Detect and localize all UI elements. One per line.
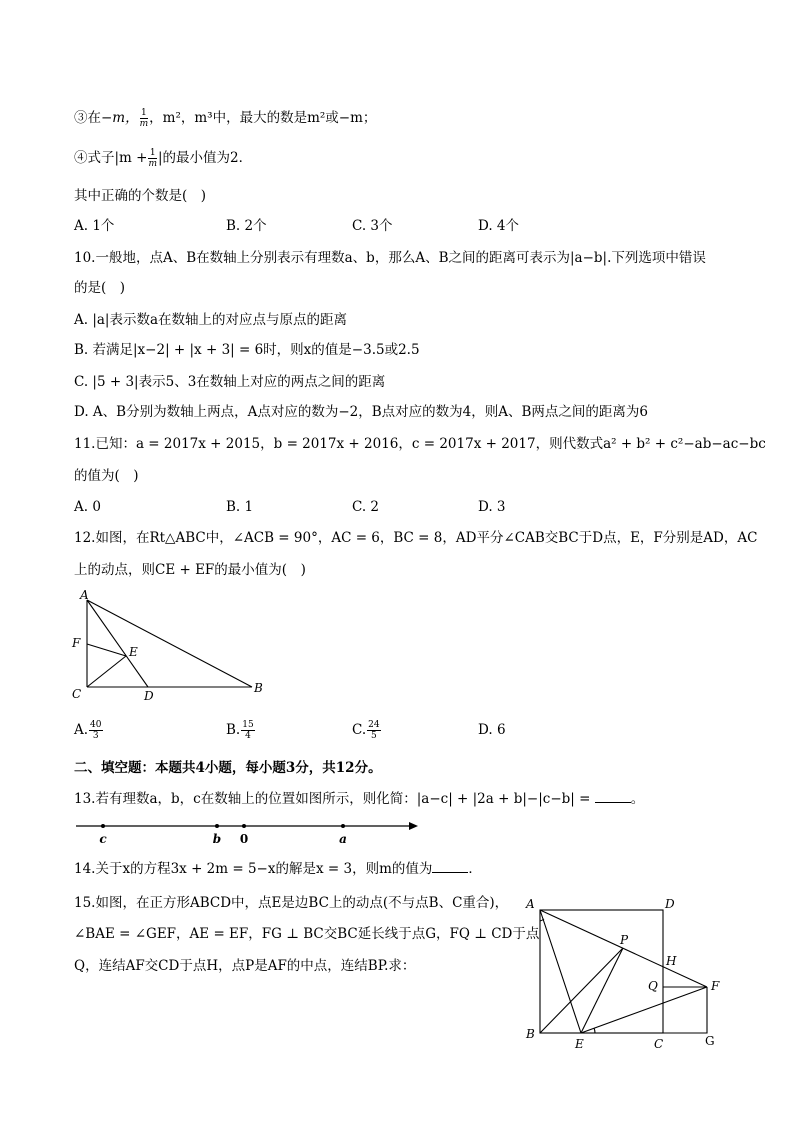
segment-ae — [540, 910, 581, 1033]
q14-answer-blank[interactable] — [432, 860, 468, 873]
q15-stem-line3: Q，连结AF交CD于点H，点P是AF的中点，连结BP.求： — [74, 958, 416, 974]
point-c — [101, 824, 105, 828]
q9-option-a: A. 1个 — [74, 218, 115, 234]
q11-option-c: C. 2 — [352, 499, 380, 515]
q12-option-d: D. 6 — [478, 722, 506, 738]
svg-text:H: H — [666, 954, 677, 968]
q12-stem-line1: 12.如图，在Rt△ABC中，∠ACB = 90°，AC = 6，BC = 8，AD平分∠CAB交BC于D点，E，F分别是AD，AC — [74, 530, 758, 546]
q11-option-b: B. 1 — [226, 499, 254, 515]
svg-text:b: b — [212, 832, 222, 846]
svg-text:a: a — [339, 832, 347, 846]
q15-stem-line1: 15.如图，在正方形ABCD中，点E是边BC上的动点(不与点B、C重合)， — [74, 895, 509, 911]
point-b — [215, 824, 219, 828]
svg-text:P: P — [620, 933, 629, 947]
segment-cgf — [663, 987, 707, 1033]
q9-option-d: D. 4个 — [478, 218, 520, 234]
q10-stem-line2: 的是( ) — [74, 280, 126, 296]
segment-ab — [87, 600, 252, 687]
point-zero — [242, 824, 246, 828]
segment-ad — [87, 600, 148, 687]
svg-text:Q: Q — [648, 979, 658, 993]
arrow-head — [409, 822, 418, 830]
q13-answer-blank[interactable] — [595, 790, 631, 803]
q12-option-c: C. $\frac{24}{5}$ — [352, 720, 380, 741]
q11-option-a: A. 0 — [74, 499, 101, 515]
q9-item3: ③在−m， $\frac{1}{m}$ ，m²，m³中，最大的数是m²或−m； — [74, 108, 377, 129]
q12-triangle-figure — [66, 586, 276, 704]
q10-option-b: B. 若满足|x−2| + |x + 3| = 6时，则x的值是−3.5或2.5 — [74, 342, 420, 358]
segment-ce — [87, 656, 126, 687]
q12-stem-line2: 上的动点，则CE + EF的最小值为( ) — [74, 562, 306, 578]
svg-text:E: E — [575, 1037, 584, 1051]
q11-stem-line1: 11.已知：a = 2017x + 2015，b = 2017x + 2016，c = 2017x + 2017，则代数式a² + b² + c²−ab−ac−bc — [74, 436, 766, 452]
label-b: B — [254, 681, 263, 695]
segment-fe — [87, 644, 126, 656]
q14-stem: 14.关于x的方程3x + 2m = 5−x的解是x = 3，则m的值为 ． — [74, 861, 482, 877]
q12-option-a: A. $\frac{40}{3}$ — [74, 720, 102, 741]
q11-option-d: D. 3 — [478, 499, 506, 515]
segment-af — [540, 910, 707, 987]
svg-text:A: A — [526, 897, 535, 911]
segment-bp — [540, 948, 623, 1033]
q10-option-c: C. |5 + 3|表示5、3在数轴上对应的两点之间的距离 — [74, 374, 386, 390]
label-a: A — [80, 588, 89, 602]
section2-heading: 二、填空题：本题共4小题，每小题3分，共12分。 — [74, 760, 382, 776]
q15-square-figure — [520, 890, 730, 1060]
q11-stem-line2: 的值为( ) — [74, 468, 139, 484]
label-c: C — [72, 687, 82, 701]
q9-option-b: B. 2个 — [226, 218, 267, 234]
q15-stem-line2: ∠BAE = ∠GEF，AE = EF，FG ⊥ BC交BC延长线于点G，FQ ⊥ CD于点 — [74, 926, 540, 942]
svg-text:c: c — [99, 832, 107, 846]
angle-mark-gef — [594, 1028, 595, 1033]
point-a — [341, 824, 345, 828]
q10-option-a: A. |a|表示数a在数轴上的对应点与原点的距离 — [74, 312, 348, 328]
q12-option-b: B. $\frac{15}{4}$ — [226, 720, 254, 741]
svg-text:D: D — [665, 897, 675, 911]
q10-option-d: D. A、B分别为数轴上两点，A点对应的数为−2，B点对应的数为4，则A、B两点之间的距离为6 — [74, 404, 649, 420]
label-e: E — [129, 645, 138, 659]
q13-stem: 13.若有理数a，b，c在数轴上的位置如图所示，则化简：|a−c| + |2a + b|−|c−b| = 。 — [74, 791, 645, 807]
svg-text:F: F — [711, 979, 720, 993]
q13-number-line — [72, 814, 424, 848]
svg-text:B: B — [526, 1027, 535, 1041]
svg-text:G: G — [705, 1034, 715, 1048]
q9-item4: ④式子|m + $\frac{1}{m}$ |的最小值为2． — [74, 148, 253, 169]
svg-text:0: 0 — [239, 832, 249, 846]
q9-item3-fraction: $\frac{1}{m}$ — [139, 108, 149, 129]
q10-stem-line1: 10.一般地，点A、B在数轴上分别表示有理数a、b，那么A、B之间的距离可表示为|a−b|.下列选项中错误 — [74, 250, 706, 266]
q9-item4-fraction: $\frac{1}{m}$ — [148, 148, 157, 169]
q9-question: 其中正确的个数是( ) — [74, 188, 207, 204]
q9-option-c: C. 3个 — [352, 218, 393, 234]
label-f: F — [72, 636, 81, 650]
label-d: D — [144, 689, 154, 703]
svg-text:C: C — [654, 1037, 664, 1051]
